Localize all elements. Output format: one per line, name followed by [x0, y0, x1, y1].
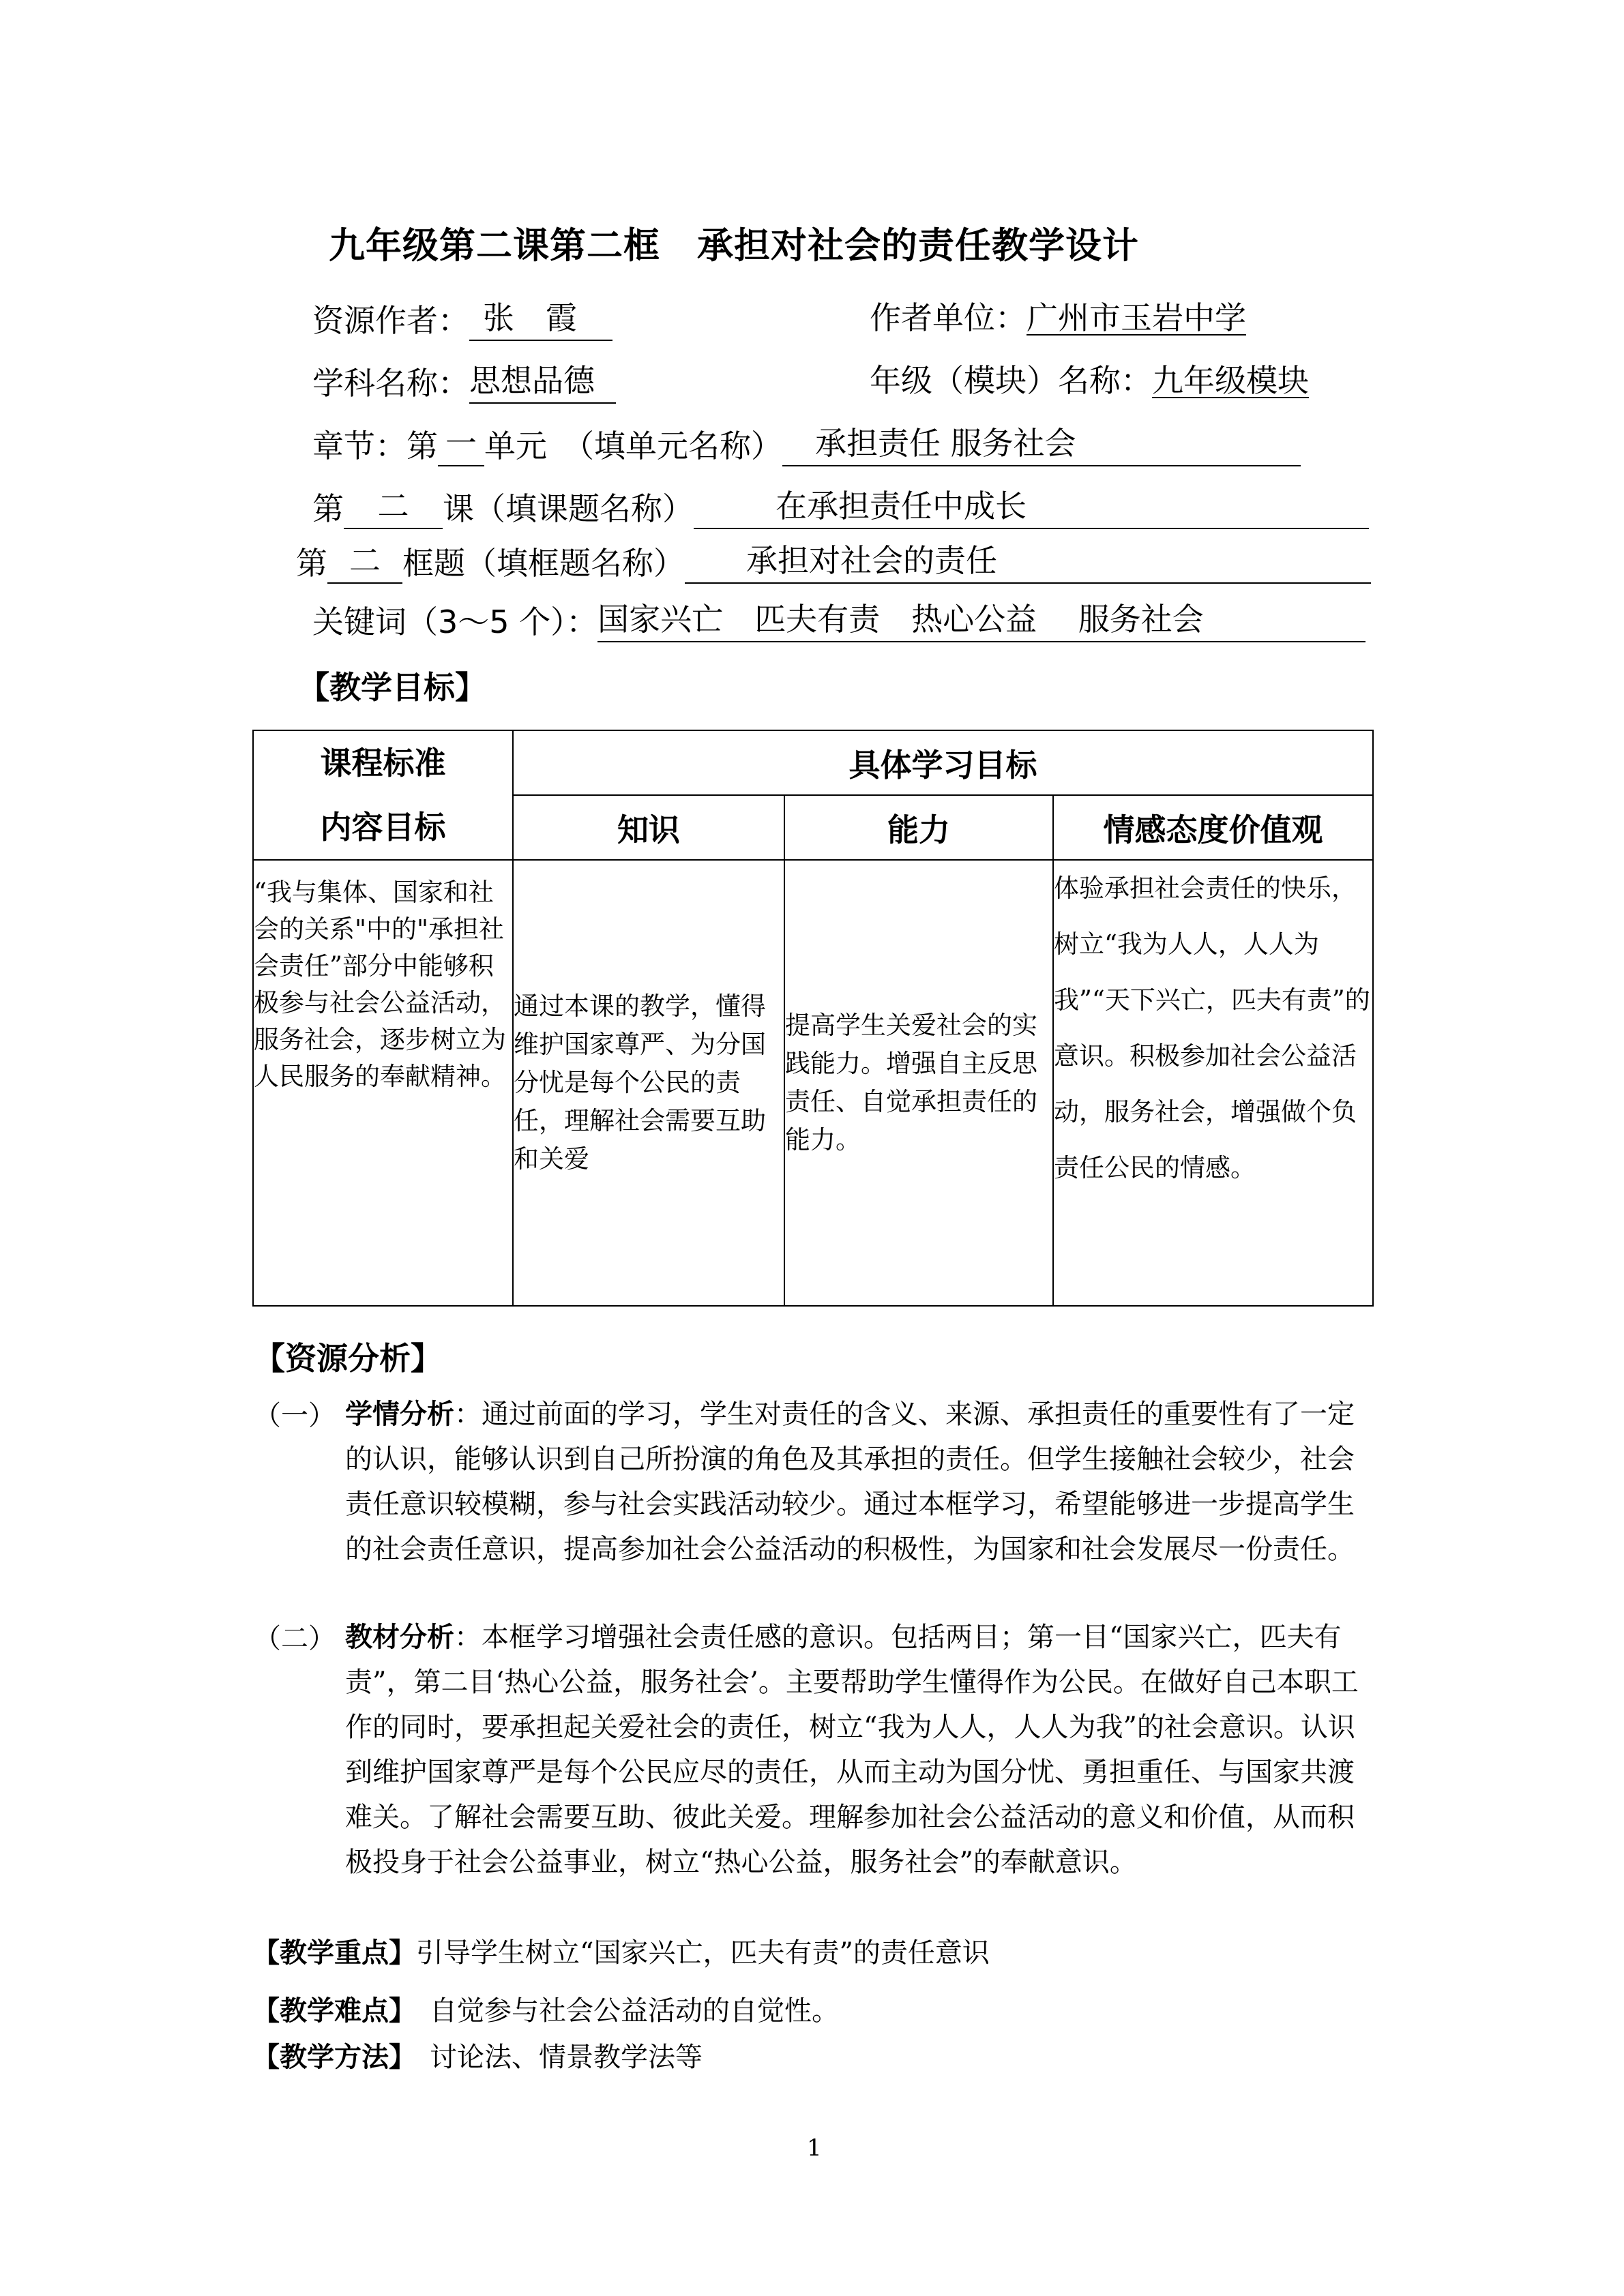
cell-knowledge: 通过本课的教学，懂得维护国家尊严、为分国分忧是每个公民的责任，理解社会需要互助和关爱 [513, 860, 784, 1306]
author-label: 资源作者： [312, 302, 469, 339]
analysis-heading: 【资源分析】 [254, 1340, 442, 1377]
frame-row [296, 536, 1371, 584]
subject-label: 学科名称： [312, 365, 469, 402]
frame-mid: 框题（填框题名称） [402, 545, 685, 582]
header-specific-goals: 具体学习目标 [513, 730, 1373, 795]
grade-value: 九年级模块 [1152, 362, 1309, 399]
grade-label: 年级（模块）名称： [870, 362, 1152, 399]
unit-value: 广州市玉岩中学 [1027, 299, 1246, 336]
keywords-label: 关键词（3～5 个）： [312, 603, 598, 640]
analysis-1-text: ：通过前面的学习，学生对责任的含义、来源、承担责任的重要性有了一定的认识，能够认识到自己所扮演的角色及其承担的责任。但学生接触社会较少，社会责任意识较模糊，参与社会实践活动较少。通过本框学习，希望能够进一步提高学生的社会责任意识，提高参加社会公益活动的积极性，为国家和社会发展尽一份责任。 [345, 1399, 1355, 1565]
difficulty-row [252, 1989, 839, 2028]
unit-label: 作者单位： [870, 299, 1027, 336]
analysis-2-label: 教材分析 [345, 1622, 454, 1653]
lesson-row [312, 481, 1369, 529]
difficulty-label: 【教学难点】 [252, 1995, 416, 2027]
author-row [312, 293, 612, 341]
subject-value: 思想品德 [469, 356, 616, 404]
chapter-name: 承担责任 服务社会 [782, 419, 1301, 466]
method-label: 【教学方法】 [252, 2042, 416, 2073]
lesson-number: 二 [344, 481, 443, 529]
frame-name: 承担对社会的责任 [685, 536, 1371, 584]
header-course-standard-line2: 内容目标 [320, 809, 446, 846]
chapter-number: 一 [438, 419, 484, 466]
lesson-prefix: 第 [312, 490, 344, 527]
analysis-1-number: （一） [254, 1400, 336, 1431]
method-row [252, 2036, 703, 2074]
goals-table [252, 730, 1374, 1307]
key-point-row [252, 1931, 990, 1970]
analysis-2 [345, 1615, 1374, 1885]
header-knowledge: 知识 [513, 795, 784, 860]
method-text: 讨论法、情景教学法等 [430, 2042, 703, 2073]
chapter-mid: 单元 （填单元名称） [484, 428, 782, 464]
analysis-2-number: （二） [254, 1623, 336, 1654]
page-title: 九年级第二课第二框 承担对社会的责任教学设计 [329, 225, 1139, 267]
lesson-mid: 课（填课题名称） [443, 490, 694, 527]
subject-row [312, 356, 616, 404]
cell-emotion: 体验承担社会责任的快乐，树立“我为人人，人人为我”“天下兴亡，匹夫有责”的意识。积极参加社会公益活动，服务社会，增强做个负责任公民的情感。 [1053, 860, 1373, 1306]
cell-standard-content: “我与集体、国家和社会的关系"中的"承担社会责任”部分中能够积极参与社会公益活动，服务社会，逐步树立为人民服务的奉献精神。 [253, 860, 513, 1306]
goals-heading: 【教学目标】 [298, 669, 486, 706]
header-emotion: 情感态度价值观 [1053, 795, 1373, 860]
author-value: 张 霞 [469, 293, 612, 341]
unit-row [870, 293, 1246, 338]
lesson-name: 在承担责任中成长 [694, 481, 1369, 529]
header-course-standard [253, 730, 513, 860]
keywords-value: 国家兴亡 匹夫有责 热心公益 服务社会 [597, 595, 1365, 642]
chapter-row [312, 419, 1301, 466]
key-point-text: 引导学生树立“国家兴亡，匹夫有责”的责任意识 [416, 1937, 990, 1969]
cell-ability: 提高学生关爱社会的实践能力。增强自主反思责任、自觉承担责任的能力。 [784, 860, 1053, 1306]
analysis-2-text: ：本框学习增强社会责任感的意识。包括两目；第一目“国家兴亡，匹夫有责”，第二目‘热心公益，服务社会’。主要帮助学生懂得作为公民。在做好自己本职工作的同时，要承担起关爱社会的责任，树立“我为人人，人人为我”的社会意识。认识到维护国家尊严是每个公民应尽的责任，从而主动为国分忧、勇担重任、与国家共渡难关。了解社会需要互助、彼此关爱。理解参加社会公益活动的意义和价值，从而积极投身于社会公益事业，树立“热心公益，服务社会”的奉献意识。 [345, 1622, 1359, 1878]
page-number: 1 [807, 2134, 822, 2162]
frame-prefix: 第 [296, 545, 327, 582]
key-point-label: 【教学重点】 [252, 1937, 416, 1969]
difficulty-text: 自觉参与社会公益活动的自觉性。 [430, 1995, 839, 2027]
frame-number: 二 [327, 536, 402, 584]
keywords-row [312, 595, 1365, 642]
grade-row [870, 356, 1309, 401]
chapter-prefix: 章节：第 [312, 428, 438, 464]
analysis-1 [345, 1392, 1374, 1572]
header-course-standard-line1: 课程标准 [320, 745, 446, 781]
header-ability: 能力 [784, 795, 1053, 860]
analysis-1-label: 学情分析 [345, 1399, 454, 1430]
